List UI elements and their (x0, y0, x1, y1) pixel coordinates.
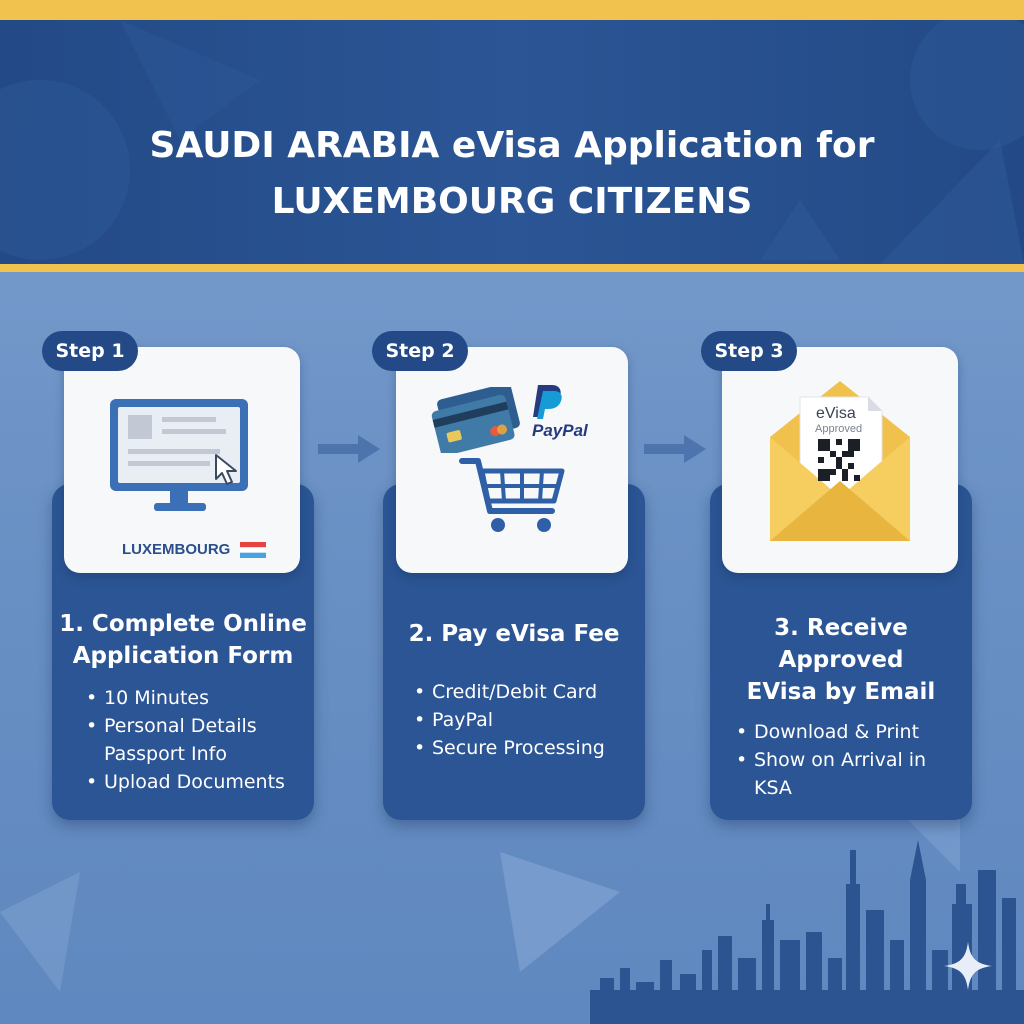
step-3-bullets (736, 718, 968, 802)
header-banner (0, 20, 1024, 264)
paypal-logo (530, 383, 564, 419)
step-2-title (383, 618, 645, 650)
shopping-cart-icon (458, 455, 568, 537)
list-item: Passport Info (104, 743, 227, 765)
riyadh-skyline (590, 840, 1024, 1024)
step-3-illustration (722, 347, 958, 573)
arrow-right-icon (318, 433, 380, 465)
arrow-right-icon (644, 433, 706, 465)
list-item: • Credit/Debit Card (414, 678, 634, 706)
list-item: • Show on Arrival in KSA (736, 746, 968, 802)
step-2-title-line-1: 2. Pay eVisa Fee (408, 621, 620, 647)
page-title-line-2: LUXEMBOURG CITIZENS (271, 181, 753, 222)
qr-code-icon (818, 439, 860, 481)
approved-label: Approved (815, 423, 863, 435)
list-item: • Secure Processing (414, 734, 634, 762)
page-title (0, 118, 1024, 230)
step-1-badge: Step 1 (42, 331, 138, 371)
computer-monitor-icon (64, 347, 300, 573)
step-2-badge: Step 2 (372, 331, 468, 371)
top-gold-stripe (0, 0, 1024, 20)
step-3-badge: Step 3 (701, 331, 797, 371)
step-3-title-line-1: 3. Receive Approved (774, 615, 908, 673)
page-title-line-1: SAUDI ARABIA eVisa Application for (149, 125, 875, 166)
cursor-icon (212, 453, 242, 487)
credit-card-icon (430, 387, 526, 453)
step-2-illustration (396, 347, 628, 573)
list-item: • 10 Minutes (86, 684, 306, 712)
step-1-title (52, 608, 314, 672)
list-item: • Upload Documents (86, 768, 306, 796)
step-1-title-line-1: 1. Complete Online (59, 611, 307, 637)
luxembourg-flag-icon (240, 542, 266, 558)
evisa-label: eVisa (816, 405, 856, 422)
paypal-label: PayPal (532, 421, 588, 440)
list-item: • Personal Details (86, 712, 306, 740)
luxembourg-label: LUXEMBOURG (122, 541, 231, 558)
step-2-bullets (414, 678, 634, 762)
list-item: • PayPal (414, 706, 634, 734)
step-3-title (710, 612, 972, 708)
header-gold-stripe (0, 264, 1024, 272)
step-1-title-line-2: Application Form (72, 643, 294, 669)
step-3-title-line-2: EVisa by Email (746, 679, 936, 705)
step-1-bullets (86, 684, 306, 796)
list-item: • Download & Print (736, 718, 968, 746)
step-1-illustration (64, 347, 300, 573)
sparkle-icon (944, 942, 992, 990)
